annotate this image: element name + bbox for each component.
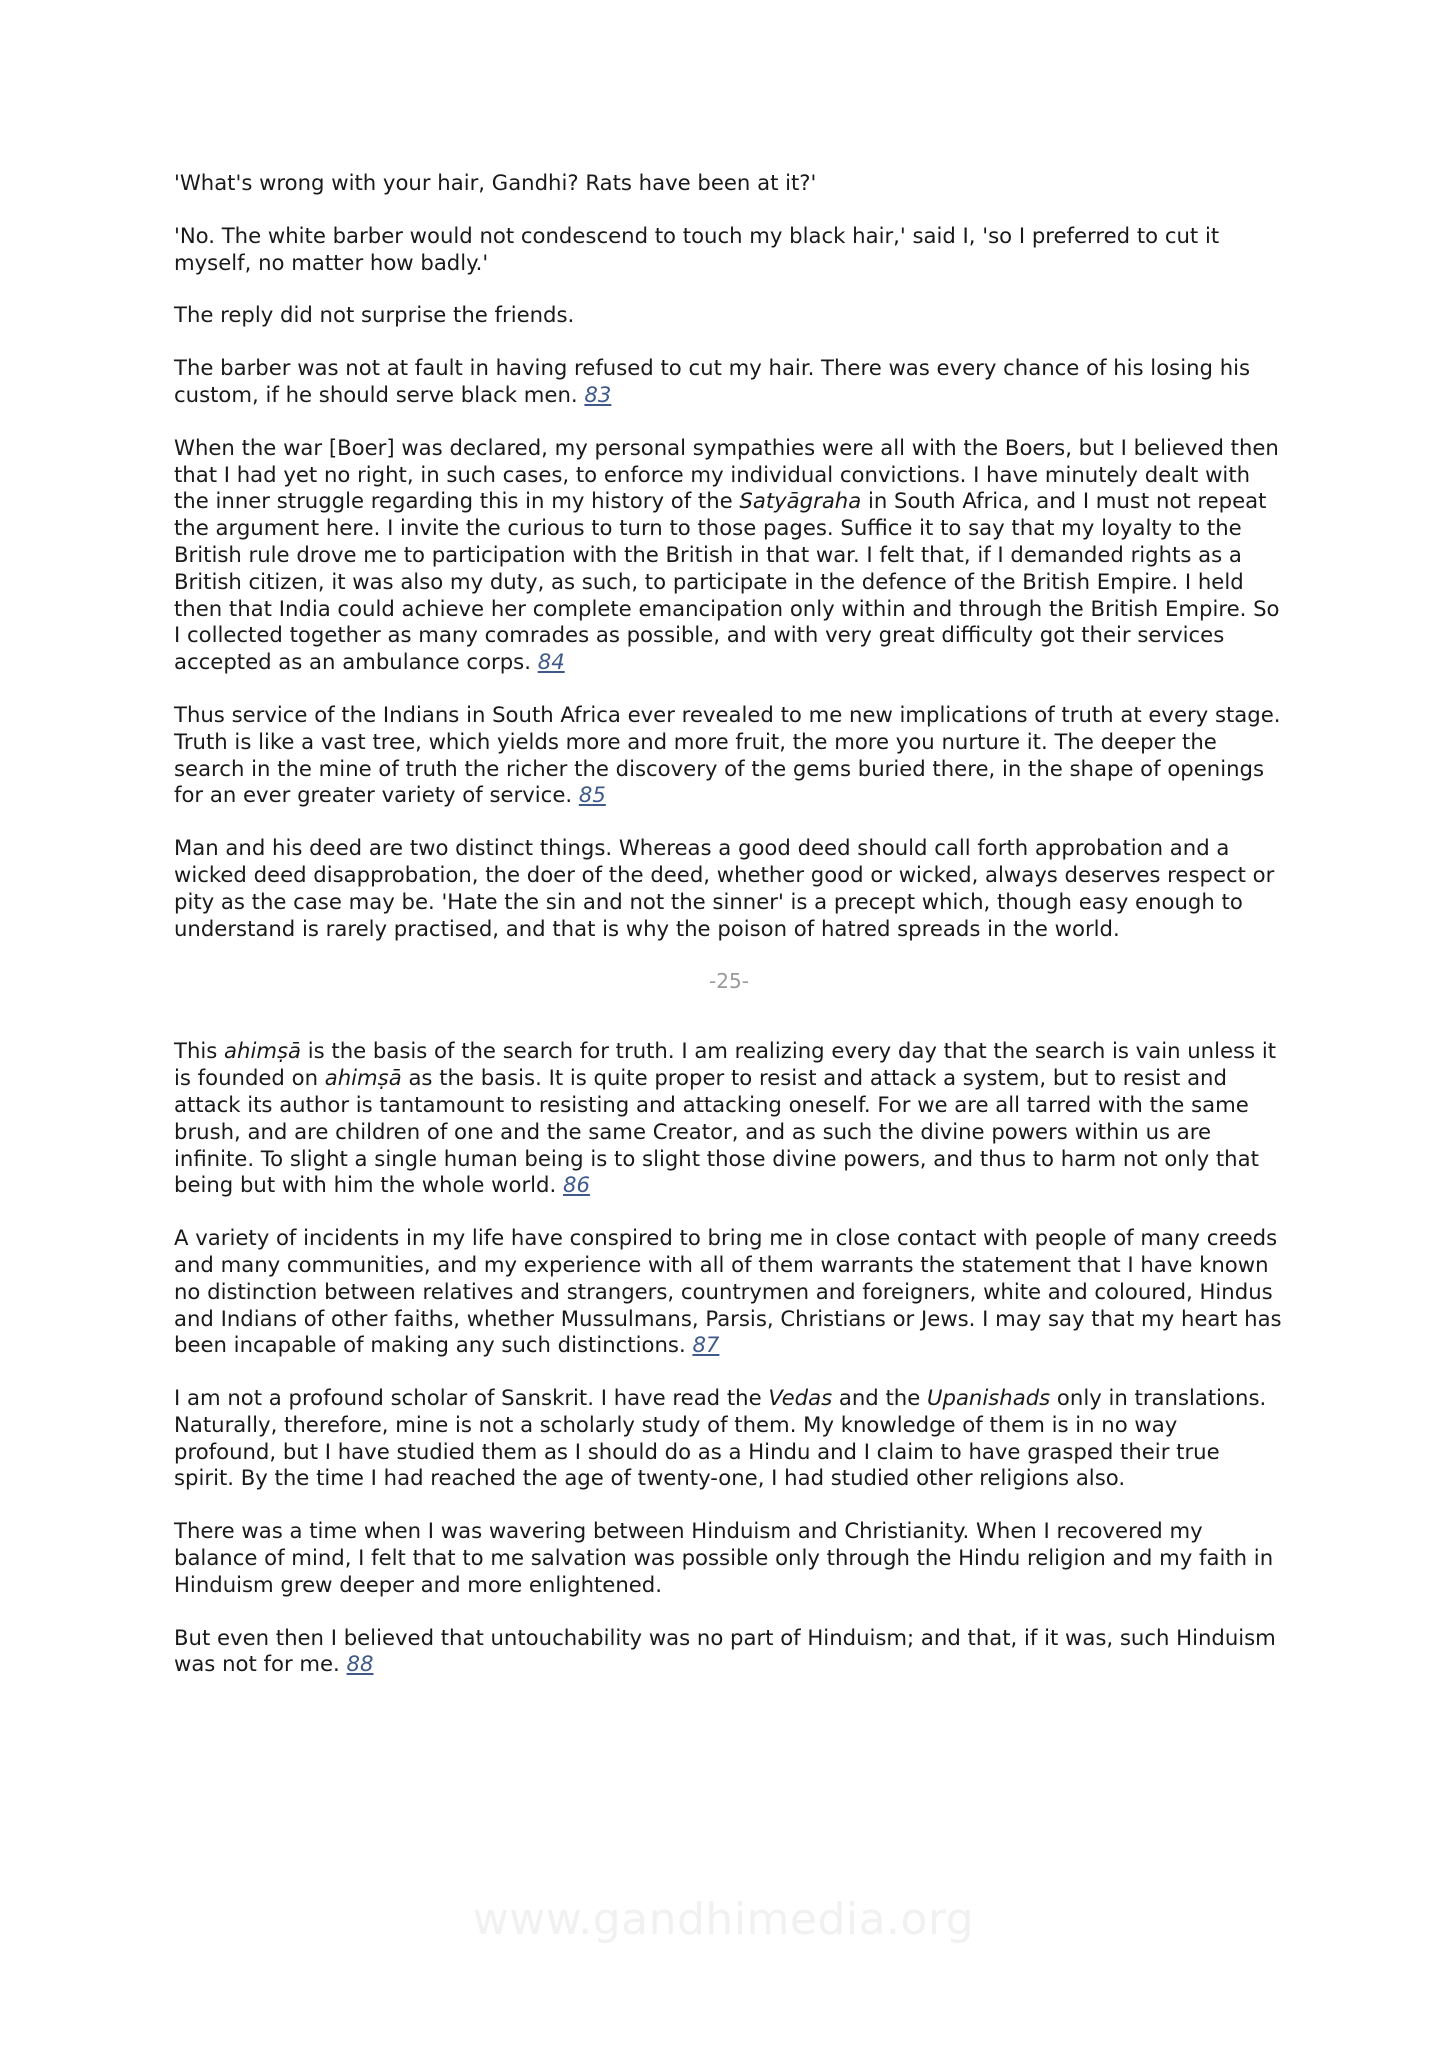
- italic-term: Satyāgraha: [739, 488, 862, 514]
- paragraph: Thus service of the Indians in South Africa ever revealed to me new implications of truth at every stage. Truth is like a vast tree, which yields more and more fruit, the more you nurture it. The deeper the search in the mine of truth the richer the discovery of the gems buried there, in the shape of openings for an ever greater variety of service. 85: [174, 701, 1281, 808]
- italic-term: Upanishads: [926, 1385, 1051, 1411]
- paragraph: The barber was not at fault in having refused to cut my hair. There was every chance of his losing his custom, if he should serve black men. 83: [174, 355, 1251, 407]
- footnote-link-84[interactable]: 84: [537, 649, 565, 675]
- paragraph: But even then I believed that untouchability was no part of Hinduism; and that, if it was, such Hinduism was not for me. 88: [174, 1624, 1276, 1677]
- italic-term: Vedas: [768, 1385, 833, 1411]
- document-page: [174, 170, 1284, 1704]
- footnote-link-85[interactable]: 85: [578, 782, 606, 808]
- paragraph: There was a time when I was wavering between Hinduism and Christianity. When I recovered my balance of mind, I felt that to me salvation was possible only through the Hindu religion and my faith in Hinduism grew deeper and more enlightened.: [174, 1518, 1274, 1597]
- paragraph: When the war [Boer] was declared, my personal sympathies were all with the Boers, but I believed then that I had yet no right, in such cases, to enforce my individual convictions. I have minutely dealt with the inner struggle regarding this in my history of the Satyāgraha in South Africa, and I must not repeat the argument here. I invite the curious to turn to those pages. Suffice it to say that my loyalty to the British rule drove me to participation with the British in that war. I felt that, if I demanded rights as a British citizen, it was also my duty, as such, to participate in the defence of the British Empire. I held then that India could achieve her complete emancipation only within and through the British Empire. So I collected together as many comrades as possible, and with very great difficulty got their services accepted as an ambulance corps. 84: [174, 434, 1280, 675]
- paragraph: This ahimṣā is the basis of the search for truth. I am realizing every day that the search is vain unless it is founded on ahimṣā as the basis. It is quite proper to resist and attack a system, but to resist and attack its author is tantamount to resisting and attacking oneself. For we are all tarred with the same brush, and are children of one and the same Creator, and as such the divine powers within us are infinite. To slight a single human being is to slight those divine powers, and thus to harm not only that being but with him the whole world. 86: [174, 1038, 1277, 1198]
- page-number: -25-: [709, 969, 749, 994]
- paragraph: 'No. The white barber would not condescend to touch my black hair,' said I, 'so I preferred to cut it myself, no matter how badly.': [174, 222, 1220, 275]
- paragraph: Man and his deed are two distinct things. Whereas a good deed should call forth approbation and a wicked deed disapprobation, the doer of the deed, whether good or wicked, always deserves respect or pity as the case may be. 'Hate the sin and not the sinner' is a precept which, though easy enough to understand is rarely practised, and that is why the poison of hatred spreads in the world.: [174, 835, 1275, 941]
- footnote-link-87[interactable]: 87: [692, 1332, 720, 1358]
- paragraph: I am not a profound scholar of Sanskrit. I have read the Vedas and the Upanishads only in translations. Naturally, therefore, mine is not a scholarly study of them. My knowledge of them is in no way profound, but I have studied them as I should do as a Hindu and I claim to have grasped their true spirit. By the time I had reached the age of twenty-one, I had studied other religions also.: [174, 1385, 1267, 1491]
- italic-term: ahimṣā: [324, 1065, 402, 1091]
- paragraph: A variety of incidents in my life have conspired to bring me in close contact with people of many creeds and many communities, and my experience with all of them warrants the statement that I have known no distinction between relatives and strangers, countrymen and foreigners, white and coloured, Hindus and Indians of other faiths, whether Mussulmans, Parsis, Christians or Jews. I may say that my heart has been incapable of making any such distinctions. 87: [174, 1225, 1282, 1358]
- footnote-link-86[interactable]: 86: [562, 1172, 590, 1198]
- italic-term: ahimṣā: [224, 1038, 301, 1064]
- watermark: www.gandhimedia.org: [472, 1894, 975, 1945]
- footnote-link-88[interactable]: 88: [346, 1651, 374, 1677]
- paragraph: The reply did not surprise the friends.: [174, 302, 575, 328]
- footnote-link-83[interactable]: 83: [584, 381, 612, 407]
- paragraph: 'What's wrong with your hair, Gandhi? Rats have been at it?': [174, 170, 817, 195]
